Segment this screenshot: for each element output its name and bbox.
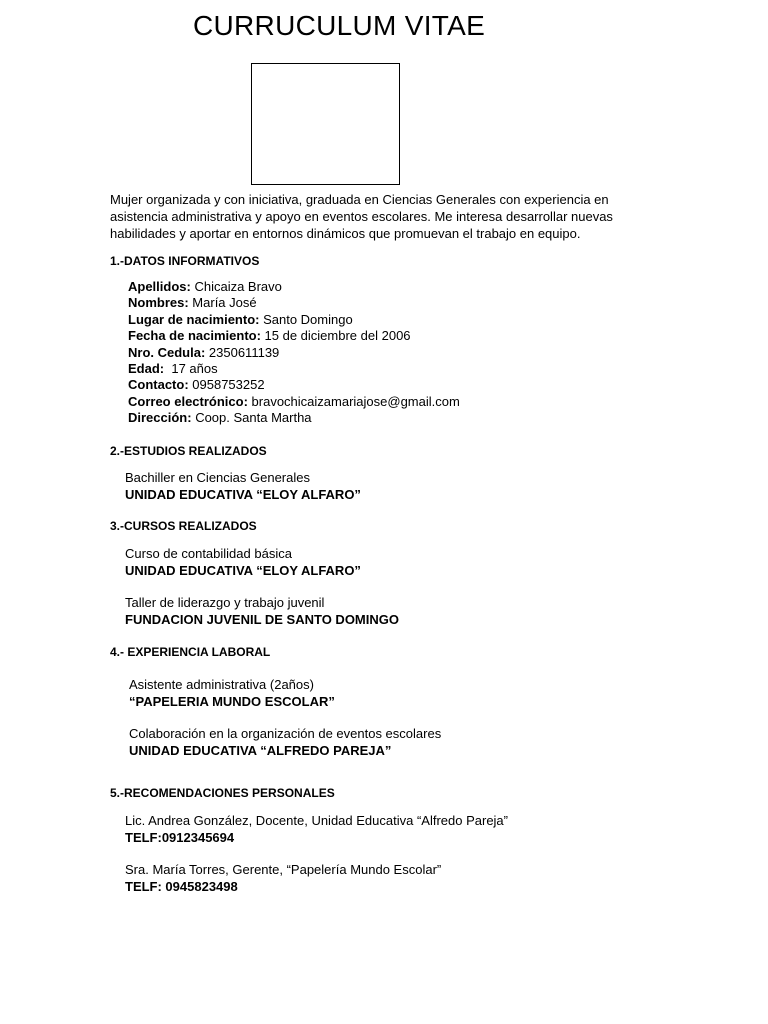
info-value: Chicaiza Bravo — [190, 279, 282, 294]
info-row-apellidos — [128, 279, 460, 295]
personal-info-list — [128, 279, 460, 427]
entry-institution: UNIDAD EDUCATIVA “ALFREDO PAREJA” — [129, 743, 392, 758]
entry-institution: FUNDACION JUVENIL DE SANTO DOMINGO — [125, 612, 399, 627]
reference-name: Sra. María Torres, Gerente, “Papelería Mundo Escolar” — [125, 862, 442, 877]
section-heading-cursos: 3.-CURSOS REALIZADOS — [110, 519, 257, 533]
profile-summary: Mujer organizada y con iniciativa, graduada en Ciencias Generales con experiencia en asistencia administrativa y apoyo en eventos escolares. Me interesa desarrollar nuevas habilidades y aportar en entornos dinámicos que promuevan el trabajo en equipo. — [110, 192, 613, 241]
info-label: Dirección: — [128, 410, 192, 426]
entry-title: Curso de contabilidad básica — [125, 546, 292, 561]
section-heading-recomendaciones: 5.-RECOMENDACIONES PERSONALES — [110, 786, 335, 800]
entry-title: Colaboración en la organización de eventos escolares — [129, 726, 442, 741]
section-heading-datos: 1.-DATOS INFORMATIVOS — [110, 254, 260, 268]
info-row-cedula — [128, 345, 460, 361]
info-value: Coop. Santa Martha — [191, 410, 312, 426]
info-row-direccion — [128, 410, 460, 426]
info-row-correo — [128, 394, 460, 410]
experience-entry — [129, 725, 441, 759]
info-label: Apellidos: — [128, 279, 191, 294]
experience-entry — [129, 676, 335, 710]
info-value: Santo Domingo — [259, 311, 353, 327]
info-row-contacto — [128, 377, 460, 393]
reference-entry — [125, 861, 441, 895]
info-label: Edad: — [128, 360, 165, 376]
section-heading-experiencia: 4.- EXPERIENCIA LABORAL — [110, 645, 271, 659]
info-value: 17 años — [164, 360, 218, 376]
education-entry — [125, 469, 361, 503]
reference-entry — [125, 812, 508, 846]
info-label: Contacto: — [128, 377, 189, 393]
info-row-edad — [128, 361, 460, 377]
reference-name: Lic. Andrea González, Docente, Unidad Educativa “Alfredo Pareja” — [125, 813, 508, 828]
info-label: Fecha de nacimiento: — [128, 328, 261, 344]
entry-title: Taller de liderazgo y trabajo juvenil — [125, 595, 325, 610]
section-heading-estudios: 2.-ESTUDIOS REALIZADOS — [110, 444, 267, 458]
info-row-nombres — [128, 295, 460, 311]
course-entry — [125, 594, 399, 628]
entry-institution: UNIDAD EDUCATIVA “ELOY ALFARO” — [125, 487, 361, 502]
info-value: 2350611139 — [205, 344, 280, 360]
info-label: Nombres: — [128, 295, 189, 311]
entry-title: Bachiller en Ciencias Generales — [125, 470, 310, 485]
reference-phone: TELF: 0945823498 — [125, 879, 238, 894]
info-label: Lugar de nacimiento: — [128, 311, 260, 327]
info-value: 0958753252 — [188, 377, 265, 393]
info-value: 15 de diciembre del 2006 — [260, 328, 411, 344]
entry-institution: “PAPELERIA MUNDO ESCOLAR” — [129, 694, 335, 709]
entry-title: Asistente administrativa (2años) — [129, 677, 314, 692]
info-value: María José — [188, 295, 257, 311]
page-title: CURRUCULUM VITAE — [193, 10, 486, 41]
info-row-lugar-nacimiento — [128, 312, 460, 328]
info-label: Nro. Cedula: — [128, 344, 206, 360]
info-row-fecha-nacimiento — [128, 328, 460, 344]
photo-placeholder — [251, 63, 400, 185]
info-label: Correo electrónico: — [128, 393, 248, 409]
reference-phone: TELF:0912345694 — [125, 830, 235, 845]
course-entry — [125, 545, 361, 579]
entry-institution: UNIDAD EDUCATIVA “ELOY ALFARO” — [125, 563, 361, 578]
info-value: bravochicaizamariajose@gmail.com — [247, 393, 460, 409]
